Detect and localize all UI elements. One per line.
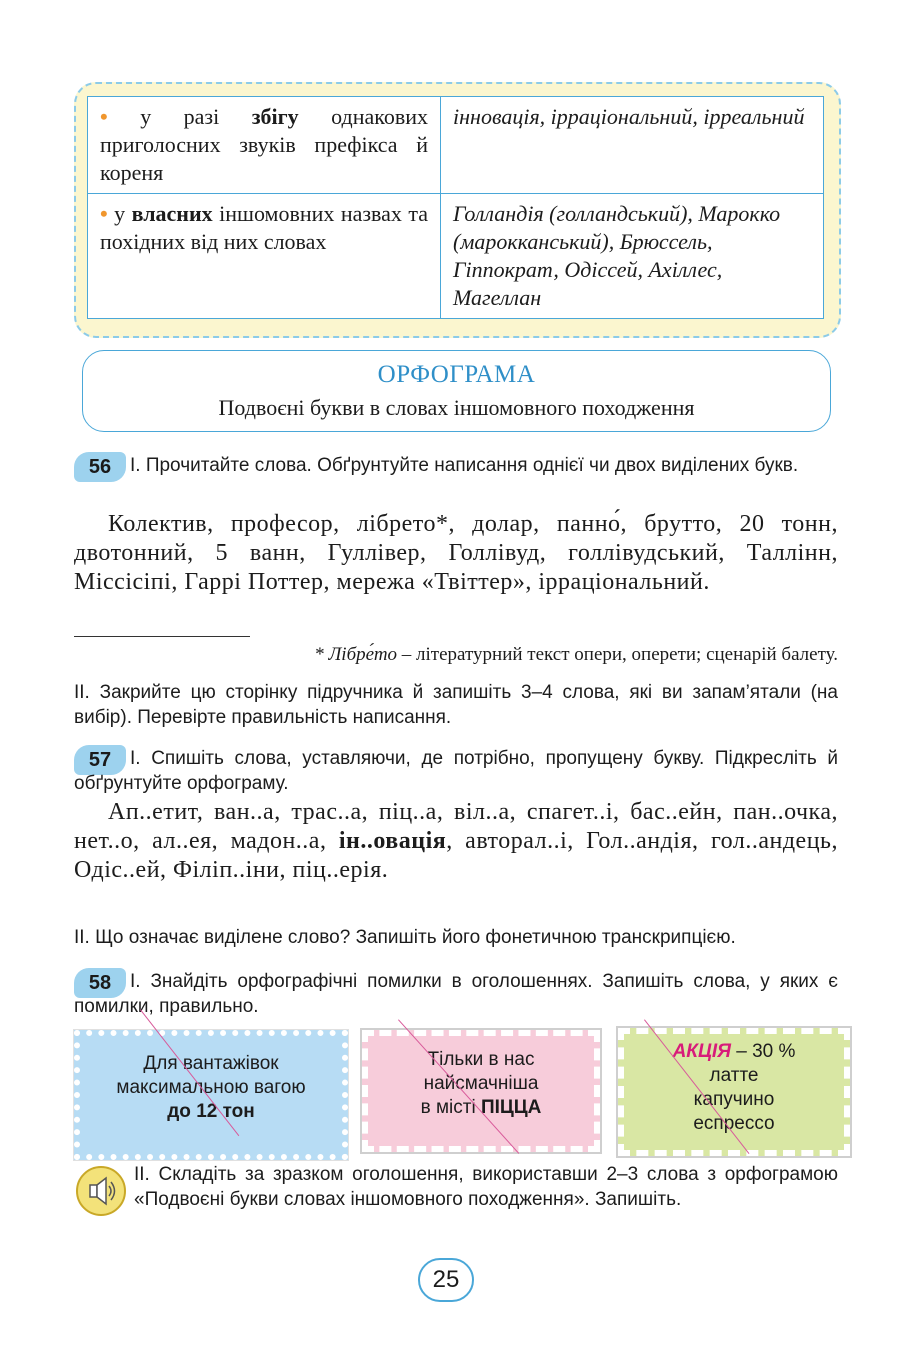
exercise-number-badge: 58 (74, 968, 126, 998)
exercise-56-task-1: I. Прочитайте слова. Обґрунтуйте написання однієї чи двох виділених букв. (130, 455, 799, 476)
bullet-icon: • (100, 104, 108, 129)
speaker-icon (76, 1166, 126, 1216)
footnote (74, 644, 838, 666)
orthogram-box (82, 350, 831, 432)
rule-examples: Голландія (голландський), Марокко (марокканський), Брюссель, Гіппократ, Одіссей, Ахіллес, Магеллан (441, 194, 824, 319)
footnote-definition: – літературний текст опери, оперети; сценарій балету. (397, 644, 838, 665)
exercise-number-badge: 57 (74, 745, 126, 775)
rules-row (88, 97, 824, 194)
rules-row (88, 194, 824, 319)
rule-examples: інновація, ірраціональний, ірреальний (441, 97, 824, 194)
exercise-58-task-2: II. Складіть за зразком оголошення, використавши 2–3 слова з орфограмою «Подвоєні букви словах іншомовного походження». Запишіть. (134, 1164, 838, 1210)
promo-label: АКЦІЯ (672, 1041, 731, 1062)
orthogram-heading: ОРФОГРАМА (377, 361, 536, 388)
exercise-57-task-1: I. Спишіть слова, уставляючи, де потрібно, пропущену букву. Підкресліть й обґрунтуйте орфограму. (74, 748, 838, 794)
exercise-56-words: Колектив, професор, лібрето*, долар, панно́, брутто, 20 тонн, двотонний, 5 ванн, Гуллівер, Голлівуд, голлівудський, Таллінн, Міссісіпі, Гаррі Поттер, мережа «Твіттер», ірраціональний. (74, 511, 838, 595)
ad-coffee: АКЦІЯ – 30 % латте капучино еспрессо (618, 1028, 850, 1156)
orthogram-subtitle: Подвоєні букви в словах іншомовного походження (218, 395, 695, 420)
ad-trucks: Для вантажівок максимальною вагою до 12 тон (74, 1030, 348, 1160)
bullet-icon: • (100, 201, 108, 226)
exercise-57-task-2: II. Що означає виділене слово? Запишіть його фонетичною транскрипцією. (74, 927, 736, 948)
rule-condition: • у власних іншомовних назвах та похідних від них словах (88, 194, 441, 319)
exercise-57-words: Ап..етит, ван..а, трас..а, піц..а, віл..а, спагет..і, бас..ейн, пан..очка, нет..о, ал..ея, мадон..а, ін..овація, авторал..і, Гол..андія, гол..андець, Одіс..ей, Філіп..іни, піц..ерія. (74, 799, 838, 883)
exercise-number-badge: 56 (74, 452, 126, 482)
page-number: 25 (418, 1258, 474, 1302)
ad-pizza: Тільки в нас найсмачніша в місті ПІЦЦА (362, 1030, 600, 1152)
rules-table (87, 96, 824, 319)
footnote-term: * Лібре́то (314, 644, 398, 665)
rule-condition: • у разі збігу однакових приголосних звуків префікса й кореня (88, 97, 441, 194)
exercise-58-task-1: I. Знайдіть орфографічні помилки в оголошеннях. Запишіть слова, у яких є помилки, правильно. (74, 971, 838, 1017)
footnote-divider (74, 636, 250, 637)
exercise-56-task-2: II. Закрийте цю сторінку підручника й запишіть 3–4 слова, які ви запам’ятали (на вибір). Перевірте правильність написання. (74, 682, 838, 728)
